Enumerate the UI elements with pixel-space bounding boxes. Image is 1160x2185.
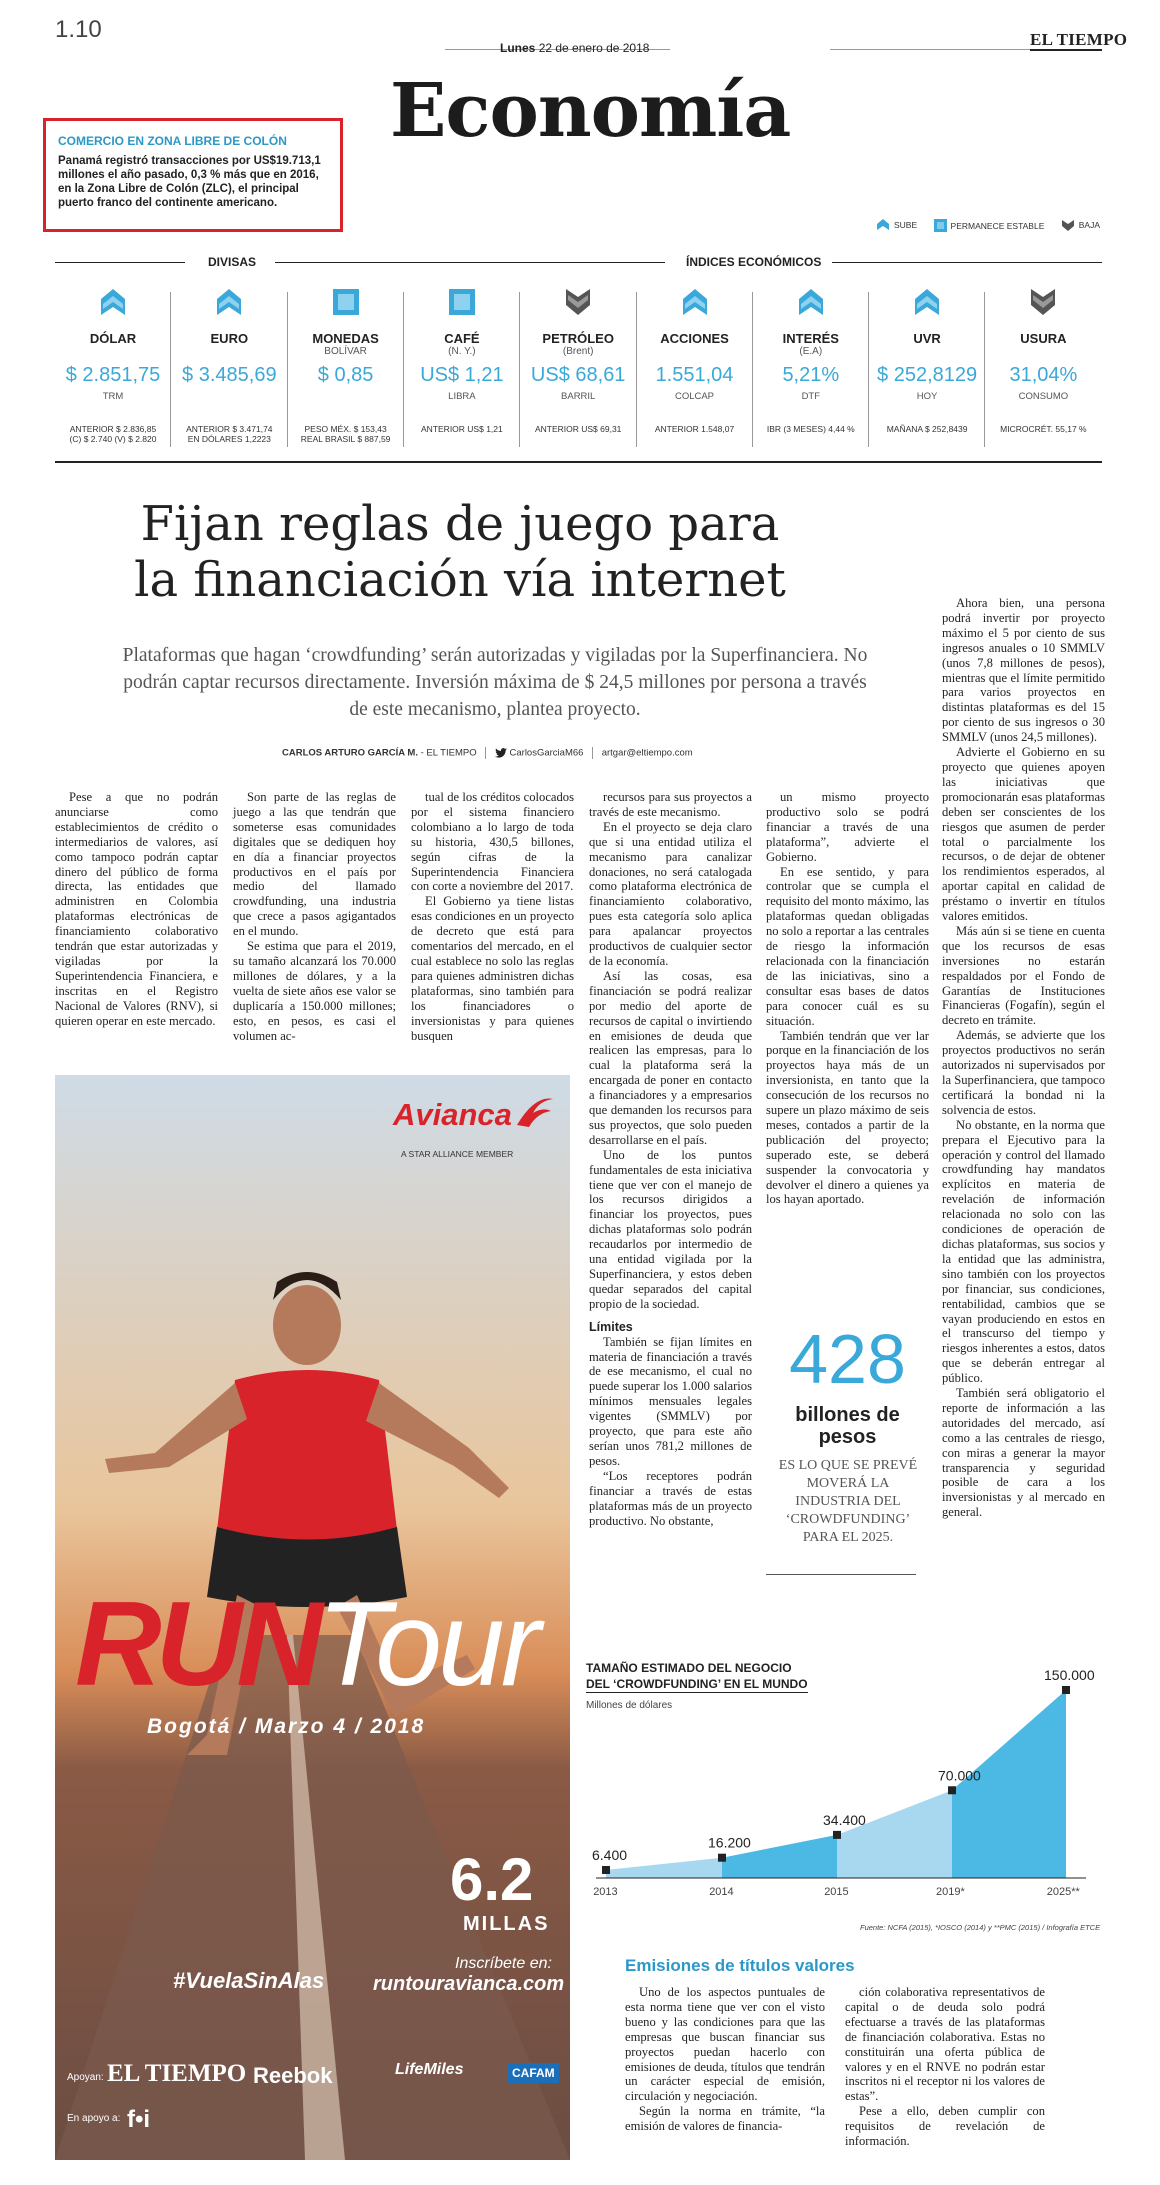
info-box-text: Panamá registró transacciones por US$19.713,1 millones el año pasado, 0,3 % más que en 2016, en la Zona Libre de Colón (ZLC), el principal puerto franco del continente americano.	[58, 155, 321, 209]
indicator-subname: (Brent)	[562, 346, 594, 357]
indicator-unit: HOY	[916, 391, 938, 402]
paragraph: “Los receptores podrán financiar a través de estas plataformas más de un proyecto productivo. No obstante,	[589, 1468, 752, 1528]
article-col-2	[233, 790, 396, 1043]
indicator-subname	[55, 346, 171, 358]
indicator-value: $ 252,8129	[877, 364, 978, 386]
brand-logo-rule	[1030, 49, 1102, 51]
area-segment	[952, 1690, 1066, 1878]
arrow-up-icon	[753, 286, 869, 318]
indicator-separator	[403, 292, 404, 447]
header-date-day: Lunes	[500, 41, 536, 55]
indicator-unit: DTF	[801, 391, 821, 402]
indicator-unit: COLCAP	[674, 391, 715, 402]
callout-number: 428	[789, 1320, 906, 1398]
indicator-extra: PESO MÉX. $ 153,43 REAL BRASIL $ 887,59	[300, 424, 391, 444]
indicator-unit	[171, 391, 287, 402]
indicator-name: INTERÉS	[782, 331, 839, 346]
sponsor-reebok: Reebok	[253, 2063, 333, 2088]
indicator-subname: (E.A)	[799, 346, 823, 357]
data-label: 6.400	[592, 1846, 628, 1863]
callout-rule	[766, 1574, 916, 1575]
indicator-name: EURO	[210, 331, 249, 346]
paragraph: También se fijan límites en materia de financiación a través de ese mecanismo, el cual no puede superar los 1.000 salarios mínimos mensuales legales vigentes (SMMLV) por proyecto, que para este año serían unos 781,2 millones de pesos.	[589, 1334, 752, 1468]
paragraph: El Gobierno ya tiene listas esas condiciones en un proyecto de decreto que está para comentarios del mercado, en el cual establece no solo las reglas para quienes administren dichas plataformas, sino también para los financiadores o inversionistas y para quienes busquen	[411, 894, 574, 1043]
article-headline: Fijan reglas de juego para la financiación vía internet	[134, 496, 786, 608]
indicator-acciones	[637, 286, 753, 434]
x-tick-label: 2015	[824, 1886, 849, 1898]
data-label: 70.000	[938, 1767, 981, 1784]
callout-text: ES LO QUE SE PREVÉ MOVERÁ LA INDUSTRIA DEL ‘CROWDFUNDING’ PARA EL 2025.	[778, 1458, 918, 1545]
indicator-value: 5,21%	[782, 364, 840, 386]
x-tick-label: 2013	[593, 1886, 618, 1898]
runtour-title: RUNTour	[75, 1577, 537, 1711]
indicator-extra: ANTERIOR $ 3.471,74 EN DÓLARES 1,2223	[186, 424, 273, 444]
article-col-5	[766, 790, 929, 1207]
indicator-value: $ 2.851,75	[65, 364, 161, 386]
data-point	[602, 1866, 610, 1874]
indicator-name: UVR	[913, 331, 941, 346]
indicator-value: $ 0,85	[317, 364, 374, 386]
data-label: 16.200	[708, 1834, 751, 1851]
square-stable-icon	[288, 286, 404, 318]
indicator-value: 1.551,04	[655, 364, 734, 386]
indicator-extra: ANTERIOR US$ 69,31	[534, 424, 622, 434]
trend-legend	[862, 218, 1100, 234]
sidebar-title: Emisiones de títulos valores	[625, 1956, 855, 1975]
sponsor-cafam: CAFAM	[508, 2063, 559, 2083]
indicator-value: 31,04%	[1009, 364, 1078, 386]
indicator-extra: IBR (3 MESES) 4,44 %	[766, 424, 855, 434]
indicator-usura	[985, 286, 1101, 434]
indicator-subname: (N. Y.)	[448, 346, 476, 357]
article-col-6	[942, 596, 1105, 1520]
avianca-bird-icon	[515, 1095, 555, 1131]
indicator-subname	[985, 346, 1101, 358]
indicator-name: USURA	[1020, 331, 1067, 346]
paragraph: Pese a ello, deben cumplir con requisitos de revelación de información.	[845, 2104, 1045, 2149]
header-date-rest: 22 de enero de 2018	[538, 41, 650, 55]
x-tick-label: 2025**	[1046, 1886, 1080, 1898]
x-tick-label: 2019*	[936, 1886, 965, 1898]
distance-unit: MILLAS	[463, 1913, 550, 1935]
paragraph: Se estima que para el 2019, su tamaño alcanzará los 70.000 millones de dólares, y a la vuelta de siete años ese valor se duplicaría a 150.000 millones; esto, en pesos, es casi el volumen ac-	[233, 939, 396, 1043]
indicator-name: DÓLAR	[89, 331, 137, 346]
data-label: 34.400	[823, 1811, 866, 1828]
indicator-extra: ANTERIOR 1.548,07	[654, 424, 735, 434]
indicator-euro	[171, 286, 287, 444]
paragraph: No obstante, en la norma que prepara el Ejecutivo para la operación y control del llamado crowdfunding hay mandatos explícitos en materia de revelación de información relacionada no solo con las condiciones de operación de dichas plataformas, sus socios y la entidad que las administra, sino también con los proyectos por financiar, sus condiciones, rentabilidad, cambios que se vayan produciendo en estos en el transcurso del tiempo y riesgos inherentes a estos, datos que se deberán entregar al público.	[942, 1117, 1105, 1386]
header-date	[500, 41, 649, 55]
twitter-icon	[495, 748, 507, 758]
indicator-name: ACCIONES	[660, 331, 729, 346]
paragraph: Pese a que no podrán anunciarse como establecimientos de crédito o intermediarios de valores, así como tampoco podrán captar dinero del público de forma directa, las entidades que administren en Colombia plataformas electrónicas de financiamiento colaborativo tendrán que estar autorizadas y vigiladas por la Superintendencia Financiera, e inscritas en el Registro Nacional de Valores (RNV), si quieren operar en este mercado.	[55, 790, 218, 1028]
subhead-limites: Límites	[589, 1319, 633, 1334]
indicator-name: PETRÓLEO	[542, 331, 614, 346]
indicator-unit	[288, 391, 404, 402]
paragraph: En el proyecto se deja claro que si una entidad utiliza el mecanismo para canalizar donaciones, no será catalogada como plataforma electrónica de financiamiento colaborativo, pues esta categoría solo aplica para apalancar proyectos productivos de cualquier sector de la economía.	[589, 819, 752, 968]
data-point	[833, 1831, 841, 1839]
byline-email[interactable]: artgar@eltiempo.com	[601, 747, 693, 759]
indicator-subname	[637, 346, 753, 358]
article-col-1	[55, 790, 218, 1029]
indicator-unit: LIBRA	[448, 391, 476, 402]
indicator-unit: CONSUMO	[1018, 391, 1069, 402]
arrow-up-icon	[876, 218, 890, 232]
chart-source: Fuente: NCFA (2015), *IOSCO (2014) y **PMC (2015) / Infografía ETCE	[860, 1923, 1101, 1932]
chart-ylabel: Millones de dólares	[586, 1700, 673, 1711]
sponsor-eltiempo: EL TIEMPO	[107, 2060, 247, 2087]
sidebar-col-1	[625, 1985, 825, 2134]
square-stable-icon	[404, 286, 520, 318]
indicator-separator	[170, 292, 171, 447]
runtour-ad[interactable]	[55, 1075, 570, 2160]
indicator-separator	[636, 292, 637, 447]
indicator-name: MONEDAS	[312, 331, 379, 346]
square-stable-icon	[934, 219, 947, 232]
article-col-4	[589, 790, 752, 1528]
paragraph: Son parte de las reglas de juego a las que tendrán que someterse esas comunidades digitales que se dediquen hoy en día a financiar proyectos productivos en el país por medio del llamado crowdfunding, una industria que crece a pasos agigantados en el mundo.	[233, 790, 396, 939]
legend-down: BAJA	[1061, 218, 1100, 232]
crowdfunding-chart	[586, 1660, 1101, 1930]
arrow-up-icon	[171, 286, 287, 318]
paragraph: un mismo proyecto productivo solo se podrá financiar a través de una plataforma”, advierte el Gobierno.	[766, 790, 929, 864]
arrow-up-icon	[869, 286, 985, 318]
indicator-petróleo	[520, 286, 636, 434]
indicator-value: $ 3.485,69	[182, 364, 277, 386]
paragraph: recursos para sus proyectos a través de este mecanismo.	[589, 790, 752, 819]
x-tick-label: 2014	[709, 1886, 734, 1898]
indicator-unit: BARRIL	[561, 391, 596, 402]
indicator-interés	[753, 286, 869, 434]
article-col-3	[411, 790, 574, 1043]
byline	[282, 747, 693, 759]
indicator-subname	[171, 346, 287, 358]
data-label: 150.000	[1044, 1667, 1095, 1683]
data-point	[1062, 1686, 1070, 1694]
paragraph: También tendrán que ver lar porque en la financiación de los proyectos haya más de un inversionista, en tanto que la consecución de los recursos no supere un plazo máximo de seis meses, contados a partir de la publicación del proyecto; superado este, se deberá suspender la convocatoria y devolver el dinero a quienes ya los hayan aportado.	[766, 1028, 929, 1207]
runtour-city-date: Bogotá / Marzo 4 / 2018	[147, 1715, 426, 1738]
paragraph: También será obligatorio el reporte de información a las autoridades del mercado, así como a las centrales de riesgo, con miras a generar la mayor transparencia y seguridad posible de cara a los inversionistas y al mercado en general.	[942, 1386, 1105, 1520]
arrow-up-icon	[637, 286, 753, 318]
indicator-extra: MICROCRÉT. 55,17 %	[1000, 424, 1087, 434]
avianca-logo: Avianca	[393, 1097, 512, 1132]
divisas-rule-right	[275, 262, 665, 263]
ad-support-label: Apoyan:	[67, 2072, 104, 2083]
ad-hashtag: #VuelaSinAlas	[173, 1968, 325, 1993]
divisas-rule-left	[55, 262, 185, 263]
ad-foundation-label: En apoyo a:	[67, 2113, 121, 2124]
page-number: 1.10	[55, 16, 102, 43]
indices-rule-right	[832, 262, 1102, 263]
paragraph: Así las cosas, esa financiación se podrá realizar por medio del aporte de recursos de capital o invirtiendo en emisiones de deuda que realicen las empresas, para lo cual la plataforma será la encargada de poner en contacto a financiadores y a empresarios que demanden los recursos para sus proyectos, que solo pueden desarrollarse en el país.	[589, 968, 752, 1147]
distance-value: 6.2	[450, 1846, 534, 1913]
chart-title: TAMAÑO ESTIMADO DEL NEGOCIO DEL ‘CROWDFUNDING’ EN EL MUNDO	[586, 1661, 808, 1691]
indicator-extra: ANTERIOR $ 2.836,85 (C) $ 2.740 (V) $ 2.820	[69, 424, 157, 444]
indicator-uvr	[869, 286, 985, 434]
area-segment	[837, 1790, 952, 1878]
paragraph: Uno de los puntos fundamentales de esta iniciativa tiene que ver con el manejo de los recursos dirigidos a financiar los proyectos, pues dichas plataformas solo podrán recaudarlos por intermedio de una entidad vigilada por la Superfinanciera, y estos deben quedar separados del capital propio de la sociedad.	[589, 1147, 752, 1311]
paragraph: ción colaborativa representativos de capital o de deuda solo podrá efectuarse a través de las plataformas de financiación colaborativa. Estas no constituirán una oferta pública de valores y en el RNVE no podrán estar inscritos ni el receptor ni los valores de estas”.	[845, 1985, 1045, 2104]
section-title: Economía	[390, 68, 791, 154]
indices-label: ÍNDICES ECONÓMICOS	[686, 255, 822, 269]
indicator-separator	[868, 292, 869, 447]
indicator-separator	[984, 292, 985, 447]
svg-text:f•i: f•i	[127, 2106, 151, 2133]
arrow-down-icon	[520, 286, 636, 318]
article-lead: Plataformas que hagan ‘crowdfunding’ serán autorizadas y vigiladas por la Superfinanciera. No podrán captar recursos directamente. Inversión máxima de $ 24,5 millones por persona a través de este mecanismo, plantea proyecto.	[122, 645, 868, 720]
indicator-extra: MAÑANA $ 252,8439	[886, 424, 968, 434]
ad-register-url[interactable]: runtouravianca.com	[373, 1973, 565, 1995]
arrow-down-icon	[1061, 218, 1075, 232]
star-alliance-label: A STAR ALLIANCE MEMBER	[401, 1149, 514, 1159]
indicator-separator	[287, 292, 288, 447]
callout-unit: billones de pesos	[795, 1404, 900, 1448]
arrow-up-icon	[55, 286, 171, 318]
indicator-separator	[752, 292, 753, 447]
data-point	[718, 1854, 726, 1862]
sidebar-col-2	[845, 1985, 1045, 2149]
indicator-subname: BOLÍVAR	[324, 346, 367, 357]
ad-register-label: Inscríbete en:	[455, 1955, 552, 1972]
byline-twitter[interactable]: CarlosGarciaM66	[509, 747, 584, 759]
indicator-name: CAFÉ	[444, 331, 480, 346]
brand-logo: EL TIEMPO	[1030, 30, 1128, 49]
paragraph: En ese sentido, y para controlar que se cumpla el requisito del monto máximo, las plataformas quedan obligadas no solo a reportar a las centrales de riesgo la información relacionada con la financiación de las iniciativas, sino a consultar esas bases de datos para conocer cuál es su situación.	[766, 864, 929, 1028]
byline-author: CARLOS ARTURO GARCÍA M.	[282, 747, 418, 759]
sponsor-lifemiles: LifeMiles	[395, 2061, 464, 2078]
legend-up: SUBE	[876, 218, 917, 232]
indicator-extra: ANTERIOR US$ 1,21	[421, 424, 503, 434]
paragraph: Uno de los aspectos puntuales de esta norma tiene que ver con el visto bueno y las condiciones para que las empresas que buscan financiar sus proyectos puedan hacerlo con emisiones de deuda, títulos que tendrán un carácter especial de emisión, circulación y negociación.	[625, 1985, 825, 2104]
paragraph: Más aún si se tiene en cuenta que los recursos de esas inversiones no estarán respaldados por el Fondo de Garantías de Instituciones Financieras (Fogafín), según el decreto en trámite.	[942, 923, 1105, 1028]
paragraph: Según la norma en trámite, “la emisión de valores de financia-	[625, 2104, 825, 2134]
byline-outlet: - EL TIEMPO	[420, 747, 477, 759]
info-box	[43, 118, 343, 232]
paragraph: tual de los créditos colocados por el sistema financiero colombiano a lo largo de toda su historia, 430,5 billones, según cifras de la Superintendencia Financiera con corte a noviembre del 2017.	[411, 790, 574, 894]
legend-stable: PERMANECE ESTABLE	[934, 219, 1045, 232]
paragraph: Advierte el Gobierno en su proyecto que quienes apoyen las iniciativas que promocionarán esas plataformas deben ser conscientes de los riesgos que asumen de perder total o parcialmente los recursos, o de dejar de obtener los rendimientos esperados, al aportar capital en calidad de préstamo o invertir en títulos valores emitidos.	[942, 745, 1105, 924]
indicator-unit: TRM	[102, 391, 124, 402]
foundation-logo	[127, 2103, 187, 2133]
paragraph: Además, se advierte que los proyectos productivos no serán autorizados ni supervisados por la Superfinanciera, que tampoco certificará la bondad ni la solvencia de estos.	[942, 1028, 1105, 1117]
info-box-title: COMERCIO EN ZONA LIBRE DE COLÓN	[58, 134, 287, 148]
indicators-bottom-rule	[55, 461, 1102, 463]
indicator-subname	[869, 346, 985, 358]
indicator-value: US$ 68,61	[530, 364, 626, 386]
indicator-value: US$ 1,21	[420, 364, 504, 386]
indicator-café	[404, 286, 520, 434]
indicator-separator	[519, 292, 520, 447]
data-point	[948, 1786, 956, 1794]
indicator-monedas	[288, 286, 404, 444]
indicator-dólar	[55, 286, 171, 444]
divisas-label: DIVISAS	[208, 255, 257, 269]
arrow-down-icon	[985, 286, 1101, 318]
paragraph: Ahora bien, una persona podrá invertir por proyecto máximo el 5 por ciento de sus ingresos anuales o 10 SMMLV (unos 7,8 millones de pesos), mientras que el límite permitido para varios proyectos en distintas plataformas es del 15 por ciento de sus ingresos o 30 SMMLV (unos 24,5 millones).	[942, 596, 1105, 745]
